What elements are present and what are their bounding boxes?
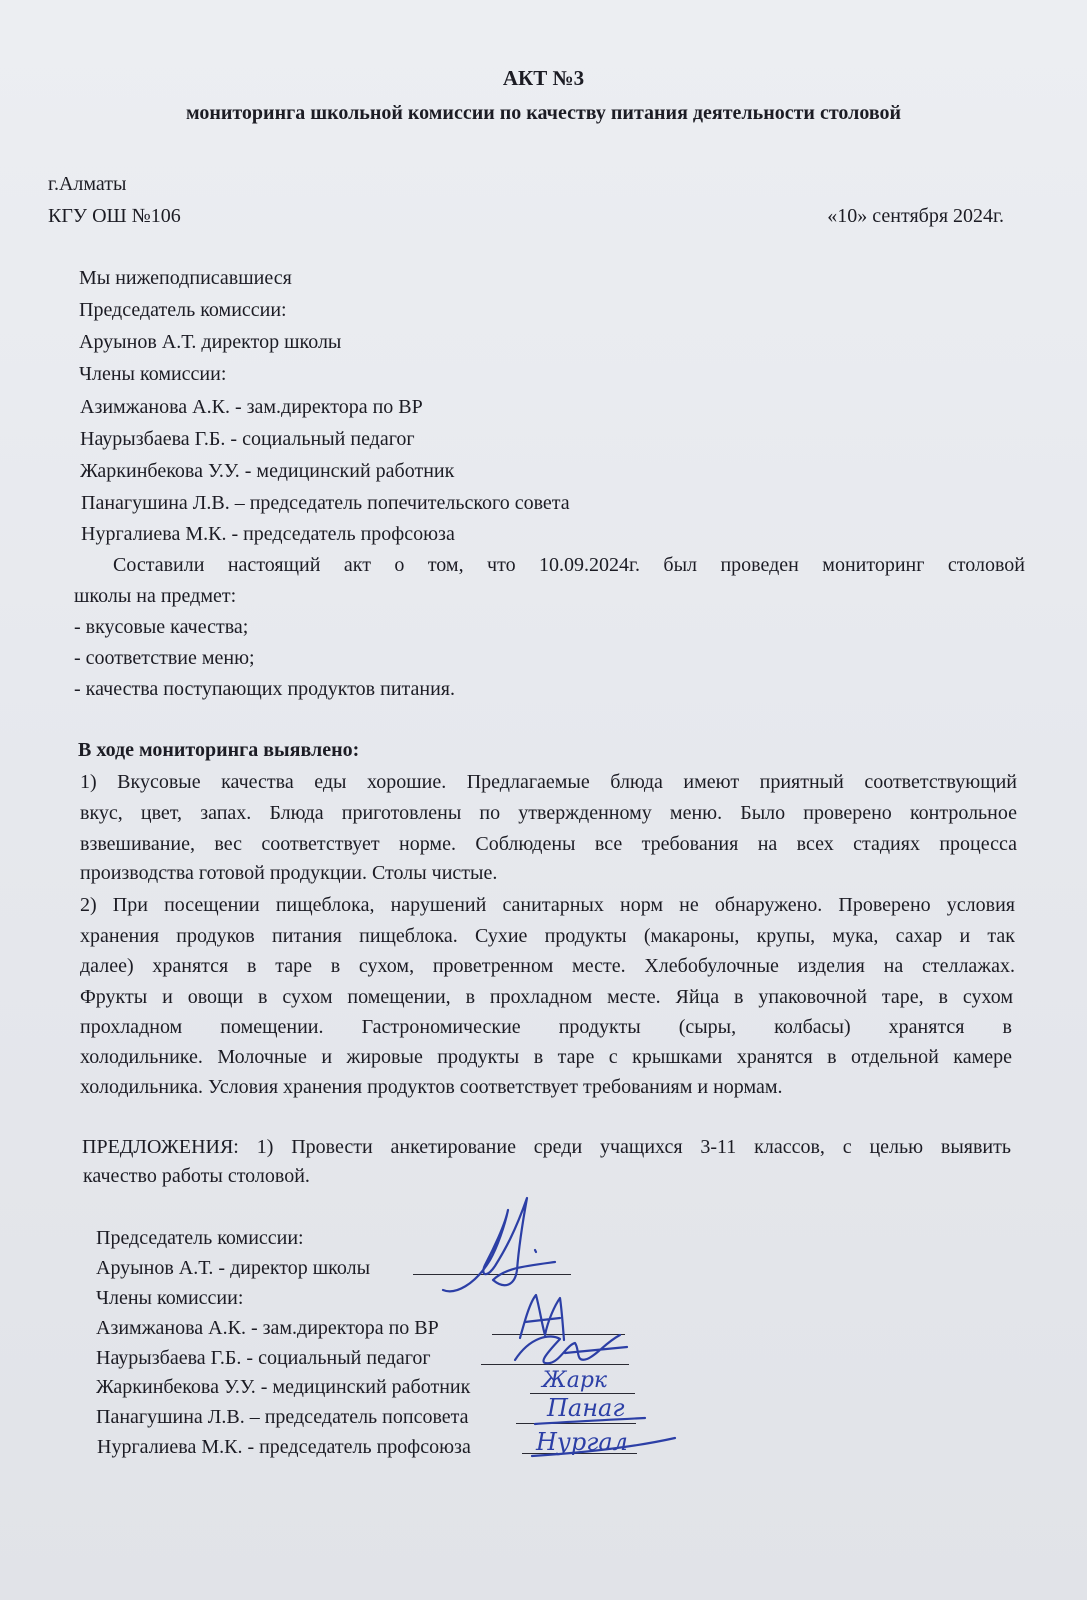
intro-chair: Аруынов А.Т. директор школы <box>79 331 342 353</box>
svg-text:Нургал: Нургал <box>536 1428 628 1456</box>
intro-member: Панагушина Л.В. – председатель попечительского совета <box>81 492 570 514</box>
findings-line: Фрукты и овощи в сухом помещении, в прохладном месте. Яйца в упаковочной таре, в сухом <box>80 986 1013 1008</box>
intro-members-label: Члены комиссии: <box>79 363 227 385</box>
findings-heading: В ходе мониторинга выявлено: <box>78 739 360 761</box>
sign-member: Панагушина Л.В. – председатель попсовета <box>96 1406 469 1428</box>
statement-line: Составили настоящий акт о том, что 10.09.2024г. был проведен мониторинг столовой <box>113 554 1025 576</box>
statement-item: - соответствие меню; <box>74 647 255 669</box>
findings-line: взвешивание, вес соответствует норме. Соблюдены все требования на всех стадиях процесса <box>80 833 1017 855</box>
intro-member: Наурызбаева Г.Б. - социальный педагог <box>80 428 415 450</box>
proposals-line: качество работы столовой. <box>83 1165 310 1187</box>
proposals-line: ПРЕДЛОЖЕНИЯ: 1) Провести анкетирование среди учащихся 3-11 классов, с целью выявить <box>82 1136 1011 1158</box>
findings-line: холодильнике. Молочные и жировые продукты в таре с крышками хранятся в отдельной камере <box>80 1046 1012 1068</box>
findings-line: далее) хранятся в таре в сухом, проветренном месте. Хлебобулочные изделия на стеллажах. <box>80 955 1015 977</box>
findings-line: производства готовой продукции. Столы чистые. <box>80 862 498 884</box>
intro-signed: Мы нижеподписавшиеся <box>79 267 292 289</box>
statement-item: - качества поступающих продуктов питания. <box>74 678 455 700</box>
sign-member: Наурызбаева Г.Б. - социальный педагог <box>96 1347 431 1369</box>
intro-chair-label: Председатель комиссии: <box>79 299 287 321</box>
school-name: КГУ ОШ №106 <box>48 205 181 227</box>
findings-line: вкус, цвет, запах. Блюда приготовлены по утвержденному меню. Было проверено контрольное <box>80 802 1017 824</box>
document-subtitle: мониторинга школьной комиссии по качеству питания деятельности столовой <box>185 102 902 124</box>
document-title: АКТ №3 <box>502 66 585 90</box>
signature-chair <box>435 1190 575 1305</box>
intro-member: Нургалиева М.К. - председатель профсоюза <box>81 523 455 545</box>
findings-line: хранения продуков питания пищеблока. Сухие продукты (макароны, крупы, мука, сахар и так <box>80 925 1015 947</box>
sign-member: Нургалиева М.К. - председатель профсоюза <box>97 1436 471 1458</box>
document-date: «10» сентября 2024г. <box>827 205 1004 227</box>
findings-line: прохладном помещении. Гастрономические продукты (сыры, колбасы) хранятся в <box>80 1016 1012 1038</box>
signature-member-5 <box>520 1418 680 1468</box>
intro-member: Азимжанова А.К. - зам.директора по ВР <box>80 396 423 418</box>
statement-line: школы на предмет: <box>74 585 237 607</box>
statement-item: - вкусовые качества; <box>74 616 249 638</box>
sign-chair-label: Председатель комиссии: <box>96 1227 304 1249</box>
findings-line: 1) Вкусовые качества еды хорошие. Предлагаемые блюда имеют приятный соответствующий <box>80 771 1017 793</box>
findings-line: холодильника. Условия хранения продуктов соответствует требованиям и нормам. <box>80 1076 783 1098</box>
sign-chair: Аруынов А.Т. - директор школы <box>96 1257 371 1279</box>
city: г.Алматы <box>48 173 127 195</box>
findings-line: 2) При посещении пищеблока, нарушений санитарных норм не обнаружено. Проверено условия <box>80 894 1015 916</box>
sign-member: Азимжанова А.К. - зам.директора по ВР <box>96 1317 439 1339</box>
sign-member: Жаркинбекова У.У. - медицинский работник <box>96 1376 471 1398</box>
intro-member: Жаркинбекова У.У. - медицинский работник <box>80 460 455 482</box>
svg-text:Жарк: Жарк <box>542 1368 608 1393</box>
svg-text:Панаг: Панаг <box>547 1394 625 1422</box>
sign-members-label: Члены комиссии: <box>96 1287 244 1309</box>
